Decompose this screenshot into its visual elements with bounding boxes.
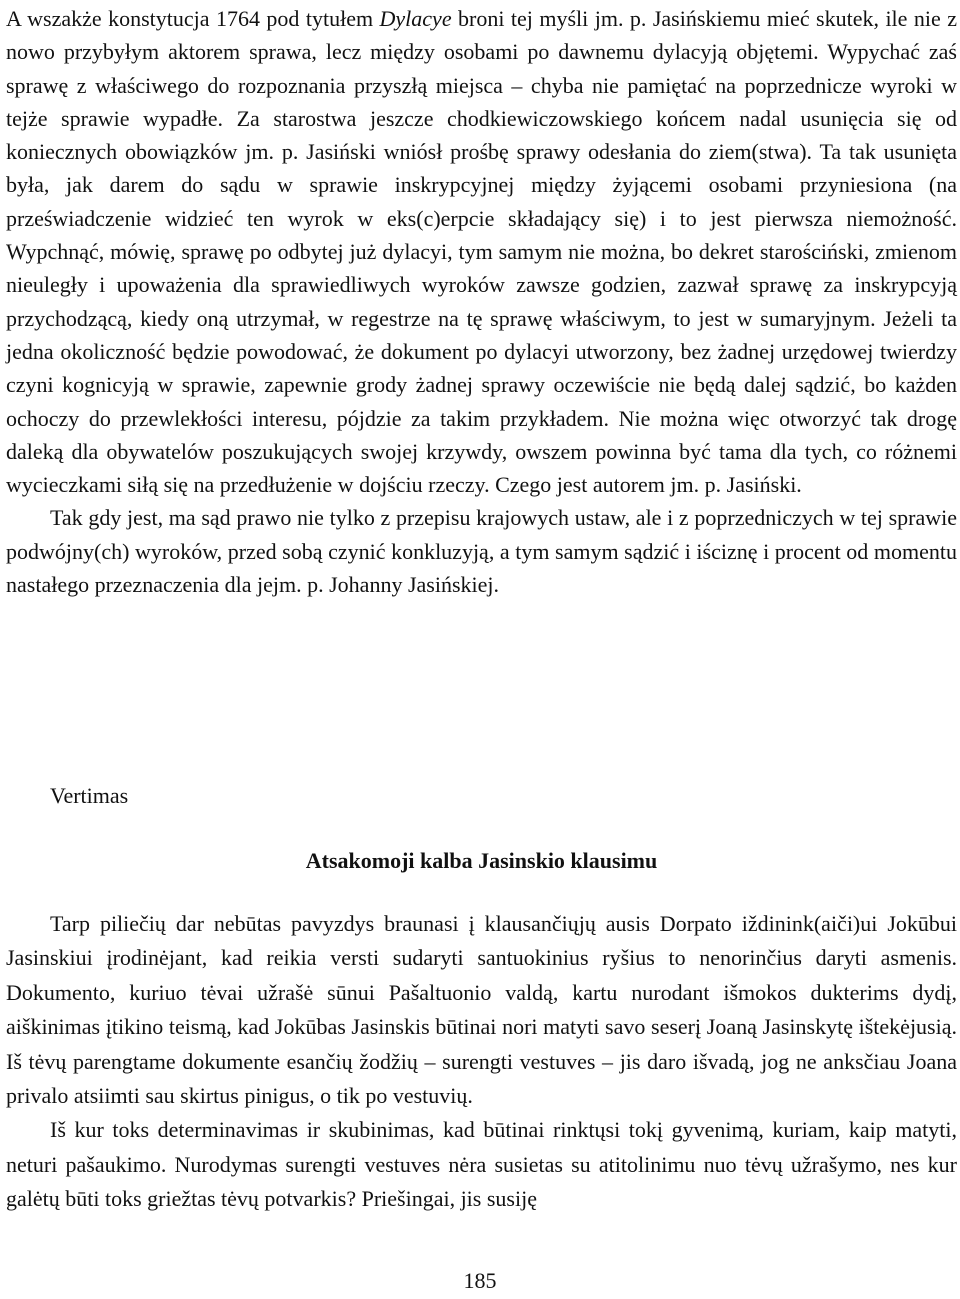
paragraph-lithuanian-1: Tarp piliečių dar nebūtas pavyzdys braunasi į klausančiųjų ausis Dorpato iždinink(aiči)ui Jokūbui Jasinskiui įrodinėjant, kad reikia versti sudaryti santuokinius ryšius to nenorinčius daryti asmenis. Dokumento, kuriuo tėvai užrašė sūnui Pašaltuonio valdą, kartu nurodant išmokos dukterims dydį, aiškinimas įtikino teismą, kad Jokūbas Jasinskis būtinai nori matyti savo seserį Joaną Jasinskytę ištekėjusią. Iš tėvų parengtame dokumente esančių žodžių – surengti vestuves – jis daro išvadą, jog ne anksčiau Joana privalo atsiimti sau skirtus pinigus, o tik po vestuvių. [6,911,957,1109]
paragraph-polish-1 [6,2,957,501]
paragraph-polish-2: Tak gdy jest, ma sąd prawo nie tylko z przepisu krajowych ustaw, ale i z poprzedniczych w tej sprawie podwójny(ch) wyroków, przed sobą czynić konkluzyją, a tym samym sądzić i iściznę i procent od momentu nastałego przeznaczenia dla jejm. p. Johanny Jasińskiej. [6,505,957,598]
polish-text-block [6,0,957,601]
section-title: Atsakomoji kalba Jasinskio klausimu [305,848,658,873]
italic-term: Dylacye [379,6,452,31]
lithuanian-text-block [6,907,957,1217]
page-number: 185 [463,1268,497,1293]
document-page [6,0,957,1212]
paragraph-text: A wszakże konstytucja 1764 pod tytułem [6,6,380,31]
paragraph-lithuanian-2: Iš kur toks determinavimas ir skubinimas, kad būtinai rinktųsi tokį gyvenimą, kuriam, kaip matyti, neturi pašaukimo. Nurodymas surengti vestuves nėra susietas su atitolinimu nuo tėvų užrašymo, nes kur galėtų būti toks griežtas tėvų potvarkis? Priešingai, jis susiję [6,1117,957,1212]
paragraph-text: broni tej myśli jm. p. Jasińskiemu mieć skutek, ile nie z nowo przybyłym aktorem sprawa, lecz między osobami po dawnemu dylacyją objętemi. Wypychać zaś sprawę z właściwego do rozpoznania przyszłą miejsca – chyba nie pamiętać na poprzednicze wyroki w tejże sprawie wypadłe. Za starostwa jeszcze chodkiewiczowskiego końcem nadal usunięcia się od koniecznych obowiązków jm. p. Jasiński wniósł prośbę sprawy odesłania do ziem(stwa). Ta tak usunięta była, jak darem do sądu w sprawie inskrypcyjnej między żyjącemi osobami przyniesiona (na przeświadczenie widzieć ten wyrok w eks(c)erpcie składający się) i to jest pierwsza niemożność. Wypchnąć, mówię, sprawę po odbytej już dylacyi, tym samym nie można, bo dekret starościński, zmienom nieuległy i upoważenia dla sprawiedliwych wyroków zawsze godzien, zazwał sprawę za inskrypcyją przychodzącą, kiedy oną utrzymał, w regestrze na tę sprawę właściwym, to jest w sumaryjnym. Jeżeli ta jedna okoliczność będzie powodować, że dokument po dylacyi utworzony, bez żadnej urzędowej twierdzy czyni kognicyją w sprawie, zapewnie grody żadnej sprawy oczewiście nie będą dalej sądzić, bo każden ochoczy do przewlekłości interesu, pójdzie za takim przykładem. Nie można więc otworzyć tak drogę daleką dla obywatelów poszukujących swojej krzywdy, owszem powinna być tama dla tych, co różnemi wycieczkami siłą się na przedłużenie w dojściu rzeczy. Czego jest autorem jm. p. Jasiński. [6,6,957,498]
translation-label: Vertimas [50,783,129,808]
